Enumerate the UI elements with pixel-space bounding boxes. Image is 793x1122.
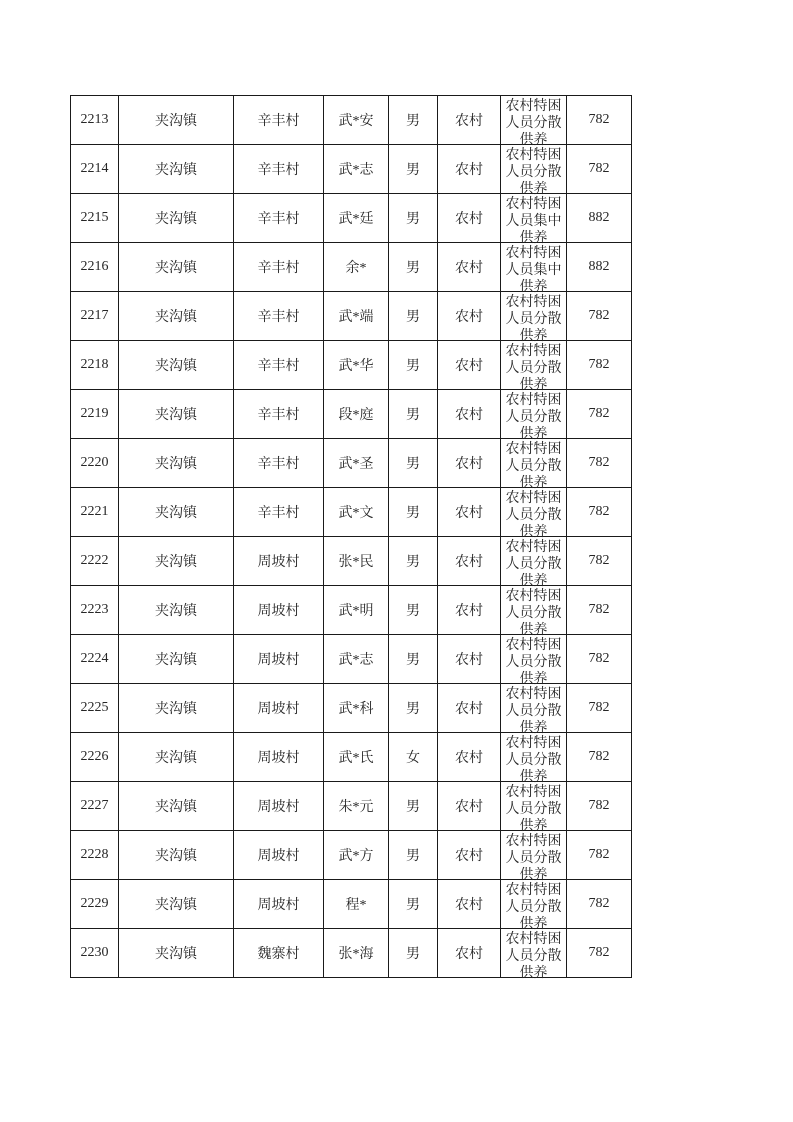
assistance-category-text: 农村特困人员分散供养 [505, 833, 562, 883]
table-row [71, 390, 632, 439]
cell-person-name: 武*方 [324, 831, 389, 880]
cell-assistance-category [501, 929, 567, 981]
cell-gender: 男 [389, 929, 438, 978]
assistance-category-text: 农村特困人员分散供养 [505, 441, 562, 491]
cell-town: 夹沟镇 [119, 880, 234, 929]
cell-person-name: 武*廷 [324, 194, 389, 243]
cell-residence-type: 农村 [438, 488, 501, 537]
cell-village: 周坡村 [234, 684, 324, 733]
cell-residence-type: 农村 [438, 684, 501, 733]
cell-assistance-category [501, 292, 567, 344]
assistance-category-text: 农村特困人员分散供养 [505, 882, 562, 932]
table-row [71, 96, 632, 145]
cell-amount: 782 [567, 292, 632, 341]
cell-assistance-category [501, 782, 567, 834]
cell-gender: 男 [389, 537, 438, 586]
cell-gender: 男 [389, 439, 438, 488]
cell-person-name: 张*民 [324, 537, 389, 586]
cell-gender: 男 [389, 488, 438, 537]
cell-amount: 782 [567, 586, 632, 635]
cell-gender: 男 [389, 586, 438, 635]
cell-amount: 782 [567, 684, 632, 733]
welfare-roster-table [70, 95, 632, 981]
table-row [71, 586, 632, 635]
assistance-category-text: 农村特困人员集中供养 [505, 245, 562, 295]
cell-amount: 782 [567, 439, 632, 488]
cell-sequence-number: 2223 [71, 586, 119, 635]
cell-village: 周坡村 [234, 782, 324, 831]
cell-gender: 男 [389, 782, 438, 831]
cell-sequence-number: 2220 [71, 439, 119, 488]
cell-residence-type: 农村 [438, 292, 501, 341]
cell-person-name: 武*圣 [324, 439, 389, 488]
cell-amount: 782 [567, 831, 632, 880]
table-row [71, 243, 632, 292]
table-row [71, 831, 632, 880]
cell-sequence-number: 2224 [71, 635, 119, 684]
cell-person-name: 武*氏 [324, 733, 389, 782]
cell-village: 辛丰村 [234, 488, 324, 537]
cell-gender: 男 [389, 341, 438, 390]
cell-assistance-category [501, 341, 567, 393]
cell-amount: 782 [567, 390, 632, 439]
cell-village: 辛丰村 [234, 390, 324, 439]
cell-amount: 782 [567, 96, 632, 145]
cell-sequence-number: 2229 [71, 880, 119, 929]
cell-residence-type: 农村 [438, 537, 501, 586]
cell-amount: 782 [567, 929, 632, 978]
cell-town: 夹沟镇 [119, 733, 234, 782]
cell-amount: 782 [567, 488, 632, 537]
cell-sequence-number: 2216 [71, 243, 119, 292]
cell-village: 周坡村 [234, 635, 324, 684]
table-row [71, 733, 632, 782]
cell-gender: 女 [389, 733, 438, 782]
cell-sequence-number: 2226 [71, 733, 119, 782]
cell-assistance-category [501, 880, 567, 932]
cell-sequence-number: 2219 [71, 390, 119, 439]
cell-amount: 782 [567, 145, 632, 194]
cell-gender: 男 [389, 243, 438, 292]
cell-amount: 782 [567, 341, 632, 390]
cell-assistance-category [501, 635, 567, 687]
cell-person-name: 武*科 [324, 684, 389, 733]
cell-amount: 782 [567, 537, 632, 586]
cell-town: 夹沟镇 [119, 390, 234, 439]
table-row [71, 341, 632, 390]
cell-residence-type: 农村 [438, 439, 501, 488]
cell-person-name: 武*文 [324, 488, 389, 537]
cell-person-name: 武*安 [324, 96, 389, 145]
cell-gender: 男 [389, 635, 438, 684]
cell-village: 辛丰村 [234, 439, 324, 488]
cell-person-name: 武*志 [324, 145, 389, 194]
cell-village: 周坡村 [234, 733, 324, 782]
cell-gender: 男 [389, 292, 438, 341]
table-row [71, 488, 632, 537]
cell-person-name: 武*明 [324, 586, 389, 635]
cell-sequence-number: 2218 [71, 341, 119, 390]
cell-residence-type: 农村 [438, 880, 501, 929]
cell-assistance-category [501, 586, 567, 638]
cell-gender: 男 [389, 880, 438, 929]
cell-residence-type: 农村 [438, 96, 501, 145]
cell-town: 夹沟镇 [119, 194, 234, 243]
cell-person-name: 张*海 [324, 929, 389, 978]
cell-residence-type: 农村 [438, 194, 501, 243]
cell-town: 夹沟镇 [119, 243, 234, 292]
assistance-category-text: 农村特困人员分散供养 [505, 392, 562, 442]
cell-village: 辛丰村 [234, 243, 324, 292]
cell-assistance-category [501, 439, 567, 491]
cell-residence-type: 农村 [438, 635, 501, 684]
cell-amount: 882 [567, 243, 632, 292]
table-row [71, 145, 632, 194]
cell-sequence-number: 2214 [71, 145, 119, 194]
cell-residence-type: 农村 [438, 733, 501, 782]
cell-sequence-number: 2221 [71, 488, 119, 537]
cell-sequence-number: 2215 [71, 194, 119, 243]
cell-town: 夹沟镇 [119, 292, 234, 341]
cell-town: 夹沟镇 [119, 635, 234, 684]
cell-assistance-category [501, 96, 567, 148]
cell-residence-type: 农村 [438, 929, 501, 978]
cell-sequence-number: 2225 [71, 684, 119, 733]
cell-person-name: 段*庭 [324, 390, 389, 439]
cell-assistance-category [501, 488, 567, 540]
cell-amount: 782 [567, 635, 632, 684]
cell-assistance-category [501, 733, 567, 785]
assistance-category-text: 农村特困人员分散供养 [505, 686, 562, 736]
table-body [71, 96, 632, 981]
cell-village: 辛丰村 [234, 145, 324, 194]
cell-town: 夹沟镇 [119, 341, 234, 390]
cell-town: 夹沟镇 [119, 782, 234, 831]
cell-assistance-category [501, 390, 567, 442]
table-row [71, 292, 632, 341]
assistance-category-text: 农村特困人员分散供养 [505, 147, 562, 197]
table-row [71, 439, 632, 488]
cell-sequence-number: 2222 [71, 537, 119, 586]
cell-village: 周坡村 [234, 537, 324, 586]
cell-town: 夹沟镇 [119, 831, 234, 880]
cell-village: 周坡村 [234, 831, 324, 880]
cell-village: 周坡村 [234, 586, 324, 635]
cell-person-name: 武*端 [324, 292, 389, 341]
cell-gender: 男 [389, 194, 438, 243]
cell-amount: 782 [567, 733, 632, 782]
assistance-category-text: 农村特困人员分散供养 [505, 294, 562, 344]
cell-person-name: 武*志 [324, 635, 389, 684]
cell-town: 夹沟镇 [119, 929, 234, 978]
cell-assistance-category [501, 243, 567, 295]
cell-village: 辛丰村 [234, 292, 324, 341]
cell-town: 夹沟镇 [119, 537, 234, 586]
table-row [71, 194, 632, 243]
assistance-category-text: 农村特困人员分散供养 [505, 735, 562, 785]
assistance-category-text: 农村特困人员分散供养 [505, 343, 562, 393]
cell-person-name: 程* [324, 880, 389, 929]
cell-residence-type: 农村 [438, 586, 501, 635]
cell-assistance-category [501, 831, 567, 883]
cell-assistance-category [501, 194, 567, 246]
cell-residence-type: 农村 [438, 782, 501, 831]
cell-sequence-number: 2217 [71, 292, 119, 341]
cell-residence-type: 农村 [438, 341, 501, 390]
cell-gender: 男 [389, 684, 438, 733]
cell-sequence-number: 2230 [71, 929, 119, 978]
table-row [71, 635, 632, 684]
table-row [71, 880, 632, 929]
cell-village: 周坡村 [234, 880, 324, 929]
cell-village: 辛丰村 [234, 96, 324, 145]
table-row [71, 929, 632, 978]
assistance-category-text: 农村特困人员分散供养 [505, 98, 562, 148]
cell-person-name: 武*华 [324, 341, 389, 390]
cell-gender: 男 [389, 831, 438, 880]
cell-gender: 男 [389, 145, 438, 194]
cell-person-name: 余* [324, 243, 389, 292]
cell-assistance-category [501, 684, 567, 736]
cell-amount: 782 [567, 880, 632, 929]
cell-sequence-number: 2228 [71, 831, 119, 880]
cell-village: 魏寨村 [234, 929, 324, 978]
cell-town: 夹沟镇 [119, 684, 234, 733]
cell-town: 夹沟镇 [119, 488, 234, 537]
cell-assistance-category [501, 145, 567, 197]
table-row [71, 537, 632, 586]
table-row [71, 684, 632, 733]
cell-sequence-number: 2227 [71, 782, 119, 831]
cell-residence-type: 农村 [438, 243, 501, 292]
assistance-category-text: 农村特困人员分散供养 [505, 588, 562, 638]
cell-person-name: 朱*元 [324, 782, 389, 831]
cell-town: 夹沟镇 [119, 96, 234, 145]
cell-village: 辛丰村 [234, 194, 324, 243]
cell-gender: 男 [389, 390, 438, 439]
cell-town: 夹沟镇 [119, 439, 234, 488]
assistance-category-text: 农村特困人员分散供养 [505, 539, 562, 589]
cell-residence-type: 农村 [438, 390, 501, 439]
assistance-category-text: 农村特困人员分散供养 [505, 637, 562, 687]
cell-sequence-number: 2213 [71, 96, 119, 145]
table-row [71, 782, 632, 831]
assistance-category-text: 农村特困人员分散供养 [505, 490, 562, 540]
cell-town: 夹沟镇 [119, 145, 234, 194]
cell-gender: 男 [389, 96, 438, 145]
assistance-category-text: 农村特困人员分散供养 [505, 784, 562, 834]
cell-amount: 882 [567, 194, 632, 243]
cell-village: 辛丰村 [234, 341, 324, 390]
cell-assistance-category [501, 537, 567, 589]
assistance-category-text: 农村特困人员分散供养 [505, 931, 562, 981]
cell-residence-type: 农村 [438, 831, 501, 880]
cell-residence-type: 农村 [438, 145, 501, 194]
cell-amount: 782 [567, 782, 632, 831]
assistance-category-text: 农村特困人员集中供养 [505, 196, 562, 246]
cell-town: 夹沟镇 [119, 586, 234, 635]
